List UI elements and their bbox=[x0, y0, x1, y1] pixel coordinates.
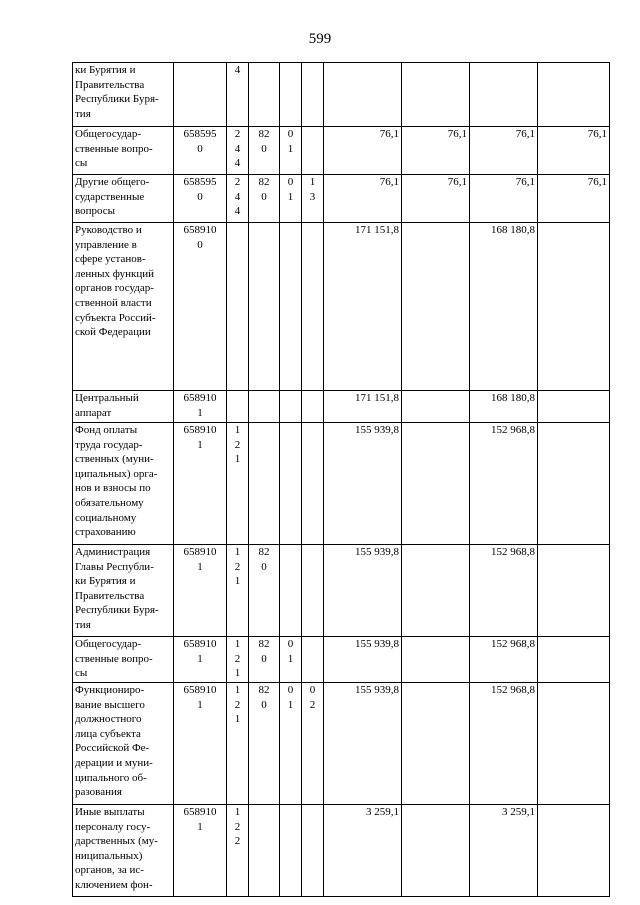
row-name-cell-text: Иные выплаты персоналу госу- дарственных (му- ниципальных) органов, за ис- ключением фон- bbox=[75, 806, 158, 891]
subsection-code-cell bbox=[302, 63, 324, 127]
administrator-code-cell bbox=[249, 805, 280, 897]
target-article-code-cell bbox=[174, 63, 227, 127]
expense-type-code-cell-text: 1 2 1 bbox=[234, 424, 241, 466]
subsection-code-cell bbox=[302, 683, 324, 805]
amount-cell-2 bbox=[402, 175, 470, 223]
amount-cell-2 bbox=[402, 637, 470, 683]
table-row bbox=[73, 175, 610, 223]
amount-cell-4 bbox=[538, 423, 610, 545]
row-name-cell-text: Другие общего- сударственные вопросы bbox=[75, 176, 150, 218]
amount-cell-2 bbox=[402, 391, 470, 423]
amount-cell-4-text: 76,1 bbox=[587, 128, 607, 140]
amount-cell-3 bbox=[470, 63, 538, 127]
amount-cell-1-text: 3 259,1 bbox=[366, 806, 399, 818]
target-article-code-cell bbox=[174, 127, 227, 175]
target-article-code-cell bbox=[174, 805, 227, 897]
amount-cell-1-text: 155 939,8 bbox=[355, 424, 399, 436]
amount-cell-1-text: 76,1 bbox=[379, 176, 399, 188]
row-name-cell-text: Фонд оплаты труда государ- ственных (муни- ципальных) орга- нов и взносы по обязательному социальному страхованию bbox=[75, 424, 158, 539]
amount-cell-2 bbox=[402, 127, 470, 175]
administrator-code-cell-text: 82 0 bbox=[258, 638, 270, 665]
expense-type-code-cell bbox=[227, 805, 249, 897]
section-code-cell-text: 0 1 bbox=[287, 128, 294, 155]
row-name-cell-text: Функциониро- вание высшего должностного лица субъекта Российской Фе- дерации и муни- ципального об- разования bbox=[75, 684, 153, 799]
row-name-cell-text: Центральный аппарат bbox=[75, 392, 139, 419]
page-number: 599 bbox=[308, 31, 332, 47]
target-article-code-cell-text: 658910 1 bbox=[183, 684, 217, 711]
section-code-cell bbox=[280, 391, 302, 423]
expense-type-code-cell bbox=[227, 683, 249, 805]
amount-cell-3 bbox=[470, 391, 538, 423]
section-code-cell bbox=[280, 805, 302, 897]
row-name-cell bbox=[73, 391, 174, 423]
table-row bbox=[73, 637, 610, 683]
administrator-code-cell bbox=[249, 423, 280, 545]
target-article-code-cell bbox=[174, 175, 227, 223]
amount-cell-1 bbox=[324, 683, 402, 805]
amount-cell-1 bbox=[324, 545, 402, 637]
amount-cell-1-text: 171 151,8 bbox=[355, 224, 399, 236]
amount-cell-4 bbox=[538, 545, 610, 637]
expense-type-code-cell bbox=[227, 423, 249, 545]
table-body bbox=[73, 63, 610, 897]
amount-cell-2 bbox=[402, 805, 470, 897]
table-row bbox=[73, 127, 610, 175]
expense-type-code-cell bbox=[227, 175, 249, 223]
target-article-code-cell bbox=[174, 545, 227, 637]
expense-type-code-cell bbox=[227, 545, 249, 637]
amount-cell-2-text: 76,1 bbox=[447, 128, 467, 140]
amount-cell-3-text: 76,1 bbox=[515, 128, 535, 140]
amount-cell-4 bbox=[538, 805, 610, 897]
expense-type-code-cell-text: 1 2 1 bbox=[234, 684, 241, 726]
amount-cell-1-text: 171 151,8 bbox=[355, 392, 399, 404]
expense-type-code-cell-text: 2 4 4 bbox=[234, 128, 241, 170]
subsection-code-cell bbox=[302, 805, 324, 897]
administrator-code-cell bbox=[249, 175, 280, 223]
section-code-cell bbox=[280, 637, 302, 683]
amount-cell-3 bbox=[470, 127, 538, 175]
amount-cell-1 bbox=[324, 805, 402, 897]
administrator-code-cell bbox=[249, 127, 280, 175]
subsection-code-cell bbox=[302, 391, 324, 423]
section-code-cell bbox=[280, 175, 302, 223]
subsection-code-cell bbox=[302, 423, 324, 545]
section-code-cell bbox=[280, 223, 302, 391]
target-article-code-cell bbox=[174, 423, 227, 545]
amount-cell-3-text: 168 180,8 bbox=[491, 392, 535, 404]
section-code-cell bbox=[280, 683, 302, 805]
table-row bbox=[73, 63, 610, 127]
amount-cell-4 bbox=[538, 175, 610, 223]
target-article-code-cell-text: 658910 0 bbox=[183, 224, 217, 251]
row-name-cell bbox=[73, 683, 174, 805]
row-name-cell-text: Руководство и управление в сфере установ- ленных функций органов государ- ственной власти субъекта Россий- ской Федерации bbox=[75, 224, 156, 339]
amount-cell-1 bbox=[324, 423, 402, 545]
amount-cell-4 bbox=[538, 63, 610, 127]
row-name-cell bbox=[73, 545, 174, 637]
amount-cell-4 bbox=[538, 223, 610, 391]
amount-cell-4-text: 76,1 bbox=[587, 176, 607, 188]
target-article-code-cell-text: 658910 1 bbox=[183, 806, 217, 833]
amount-cell-2-text: 76,1 bbox=[447, 176, 467, 188]
section-code-cell-text: 0 1 bbox=[287, 176, 294, 203]
subsection-code-cell bbox=[302, 637, 324, 683]
section-code-cell bbox=[280, 63, 302, 127]
amount-cell-3-text: 152 968,8 bbox=[491, 424, 535, 436]
subsection-code-cell bbox=[302, 127, 324, 175]
row-name-cell bbox=[73, 805, 174, 897]
administrator-code-cell-text: 82 0 bbox=[258, 176, 270, 203]
administrator-code-cell bbox=[249, 63, 280, 127]
amount-cell-3-text: 76,1 bbox=[515, 176, 535, 188]
subsection-code-cell bbox=[302, 223, 324, 391]
table-row bbox=[73, 545, 610, 637]
amount-cell-2 bbox=[402, 683, 470, 805]
administrator-code-cell bbox=[249, 223, 280, 391]
administrator-code-cell bbox=[249, 637, 280, 683]
target-article-code-cell bbox=[174, 637, 227, 683]
expense-type-code-cell bbox=[227, 223, 249, 391]
amount-cell-1 bbox=[324, 637, 402, 683]
target-article-code-cell-text: 658910 1 bbox=[183, 424, 217, 451]
table-row bbox=[73, 423, 610, 545]
amount-cell-1 bbox=[324, 63, 402, 127]
amount-cell-3 bbox=[470, 423, 538, 545]
row-name-cell bbox=[73, 223, 174, 391]
amount-cell-3-text: 152 968,8 bbox=[491, 684, 535, 696]
amount-cell-4 bbox=[538, 127, 610, 175]
amount-cell-4 bbox=[538, 637, 610, 683]
row-name-cell-text: Общегосудар- ственные вопро- сы bbox=[75, 128, 153, 170]
target-article-code-cell-text: 658910 1 bbox=[183, 392, 217, 419]
section-code-cell bbox=[280, 127, 302, 175]
amount-cell-1-text: 76,1 bbox=[379, 128, 399, 140]
administrator-code-cell bbox=[249, 683, 280, 805]
target-article-code-cell-text: 658910 1 bbox=[183, 638, 217, 665]
expense-type-code-cell bbox=[227, 63, 249, 127]
row-name-cell-text: Администрация Главы Республи- ки Бурятия и Правительства Республики Буря- тия bbox=[75, 546, 159, 631]
administrator-code-cell-text: 82 0 bbox=[258, 128, 270, 155]
amount-cell-1-text: 155 939,8 bbox=[355, 684, 399, 696]
amount-cell-3-text: 152 968,8 bbox=[491, 546, 535, 558]
target-article-code-cell-text: 658595 0 bbox=[183, 128, 217, 155]
amount-cell-1 bbox=[324, 391, 402, 423]
amount-cell-3 bbox=[470, 683, 538, 805]
amount-cell-3 bbox=[470, 545, 538, 637]
expense-type-code-cell-text: 1 2 1 bbox=[234, 638, 241, 680]
expense-type-code-cell-text: 1 2 1 bbox=[234, 546, 241, 588]
subsection-code-cell bbox=[302, 545, 324, 637]
expense-type-code-cell-text: 1 2 2 bbox=[234, 806, 241, 848]
table-row bbox=[73, 683, 610, 805]
amount-cell-1-text: 155 939,8 bbox=[355, 638, 399, 650]
table-row bbox=[73, 223, 610, 391]
expense-type-code-cell bbox=[227, 637, 249, 683]
amount-cell-4 bbox=[538, 391, 610, 423]
target-article-code-cell bbox=[174, 391, 227, 423]
row-name-cell bbox=[73, 423, 174, 545]
amount-cell-3 bbox=[470, 223, 538, 391]
amount-cell-1 bbox=[324, 175, 402, 223]
amount-cell-3-text: 3 259,1 bbox=[502, 806, 535, 818]
administrator-code-cell bbox=[249, 545, 280, 637]
target-article-code-cell bbox=[174, 683, 227, 805]
amount-cell-4 bbox=[538, 683, 610, 805]
amount-cell-3 bbox=[470, 175, 538, 223]
row-name-cell bbox=[73, 637, 174, 683]
amount-cell-2 bbox=[402, 545, 470, 637]
administrator-code-cell-text: 82 0 bbox=[258, 546, 270, 573]
subsection-code-cell-text: 0 2 bbox=[309, 684, 316, 711]
table-row bbox=[73, 805, 610, 897]
row-name-cell bbox=[73, 63, 174, 127]
target-article-code-cell bbox=[174, 223, 227, 391]
section-code-cell bbox=[280, 545, 302, 637]
amount-cell-3-text: 152 968,8 bbox=[491, 638, 535, 650]
amount-cell-2 bbox=[402, 223, 470, 391]
row-name-cell-text: ки Бурятия и Правительства Республики Буря- тия bbox=[75, 64, 159, 120]
amount-cell-2 bbox=[402, 423, 470, 545]
amount-cell-2 bbox=[402, 63, 470, 127]
section-code-cell bbox=[280, 423, 302, 545]
amount-cell-1 bbox=[324, 223, 402, 391]
subsection-code-cell-text: 1 3 bbox=[309, 176, 316, 203]
amount-cell-3 bbox=[470, 805, 538, 897]
budget-table bbox=[72, 62, 610, 897]
row-name-cell-text: Общегосудар- ственные вопро- сы bbox=[75, 638, 153, 680]
target-article-code-cell-text: 658595 0 bbox=[183, 176, 217, 203]
amount-cell-1-text: 155 939,8 bbox=[355, 546, 399, 558]
row-name-cell bbox=[73, 175, 174, 223]
expense-type-code-cell-text: 4 bbox=[234, 64, 241, 76]
amount-cell-1 bbox=[324, 127, 402, 175]
table-row bbox=[73, 391, 610, 423]
administrator-code-cell-text: 82 0 bbox=[258, 684, 270, 711]
expense-type-code-cell bbox=[227, 127, 249, 175]
row-name-cell bbox=[73, 127, 174, 175]
subsection-code-cell bbox=[302, 175, 324, 223]
amount-cell-3-text: 168 180,8 bbox=[491, 224, 535, 236]
amount-cell-3 bbox=[470, 637, 538, 683]
section-code-cell-text: 0 1 bbox=[287, 684, 294, 711]
section-code-cell-text: 0 1 bbox=[287, 638, 294, 665]
expense-type-code-cell-text: 2 4 4 bbox=[234, 176, 241, 218]
administrator-code-cell bbox=[249, 391, 280, 423]
expense-type-code-cell bbox=[227, 391, 249, 423]
target-article-code-cell-text: 658910 1 bbox=[183, 546, 217, 573]
